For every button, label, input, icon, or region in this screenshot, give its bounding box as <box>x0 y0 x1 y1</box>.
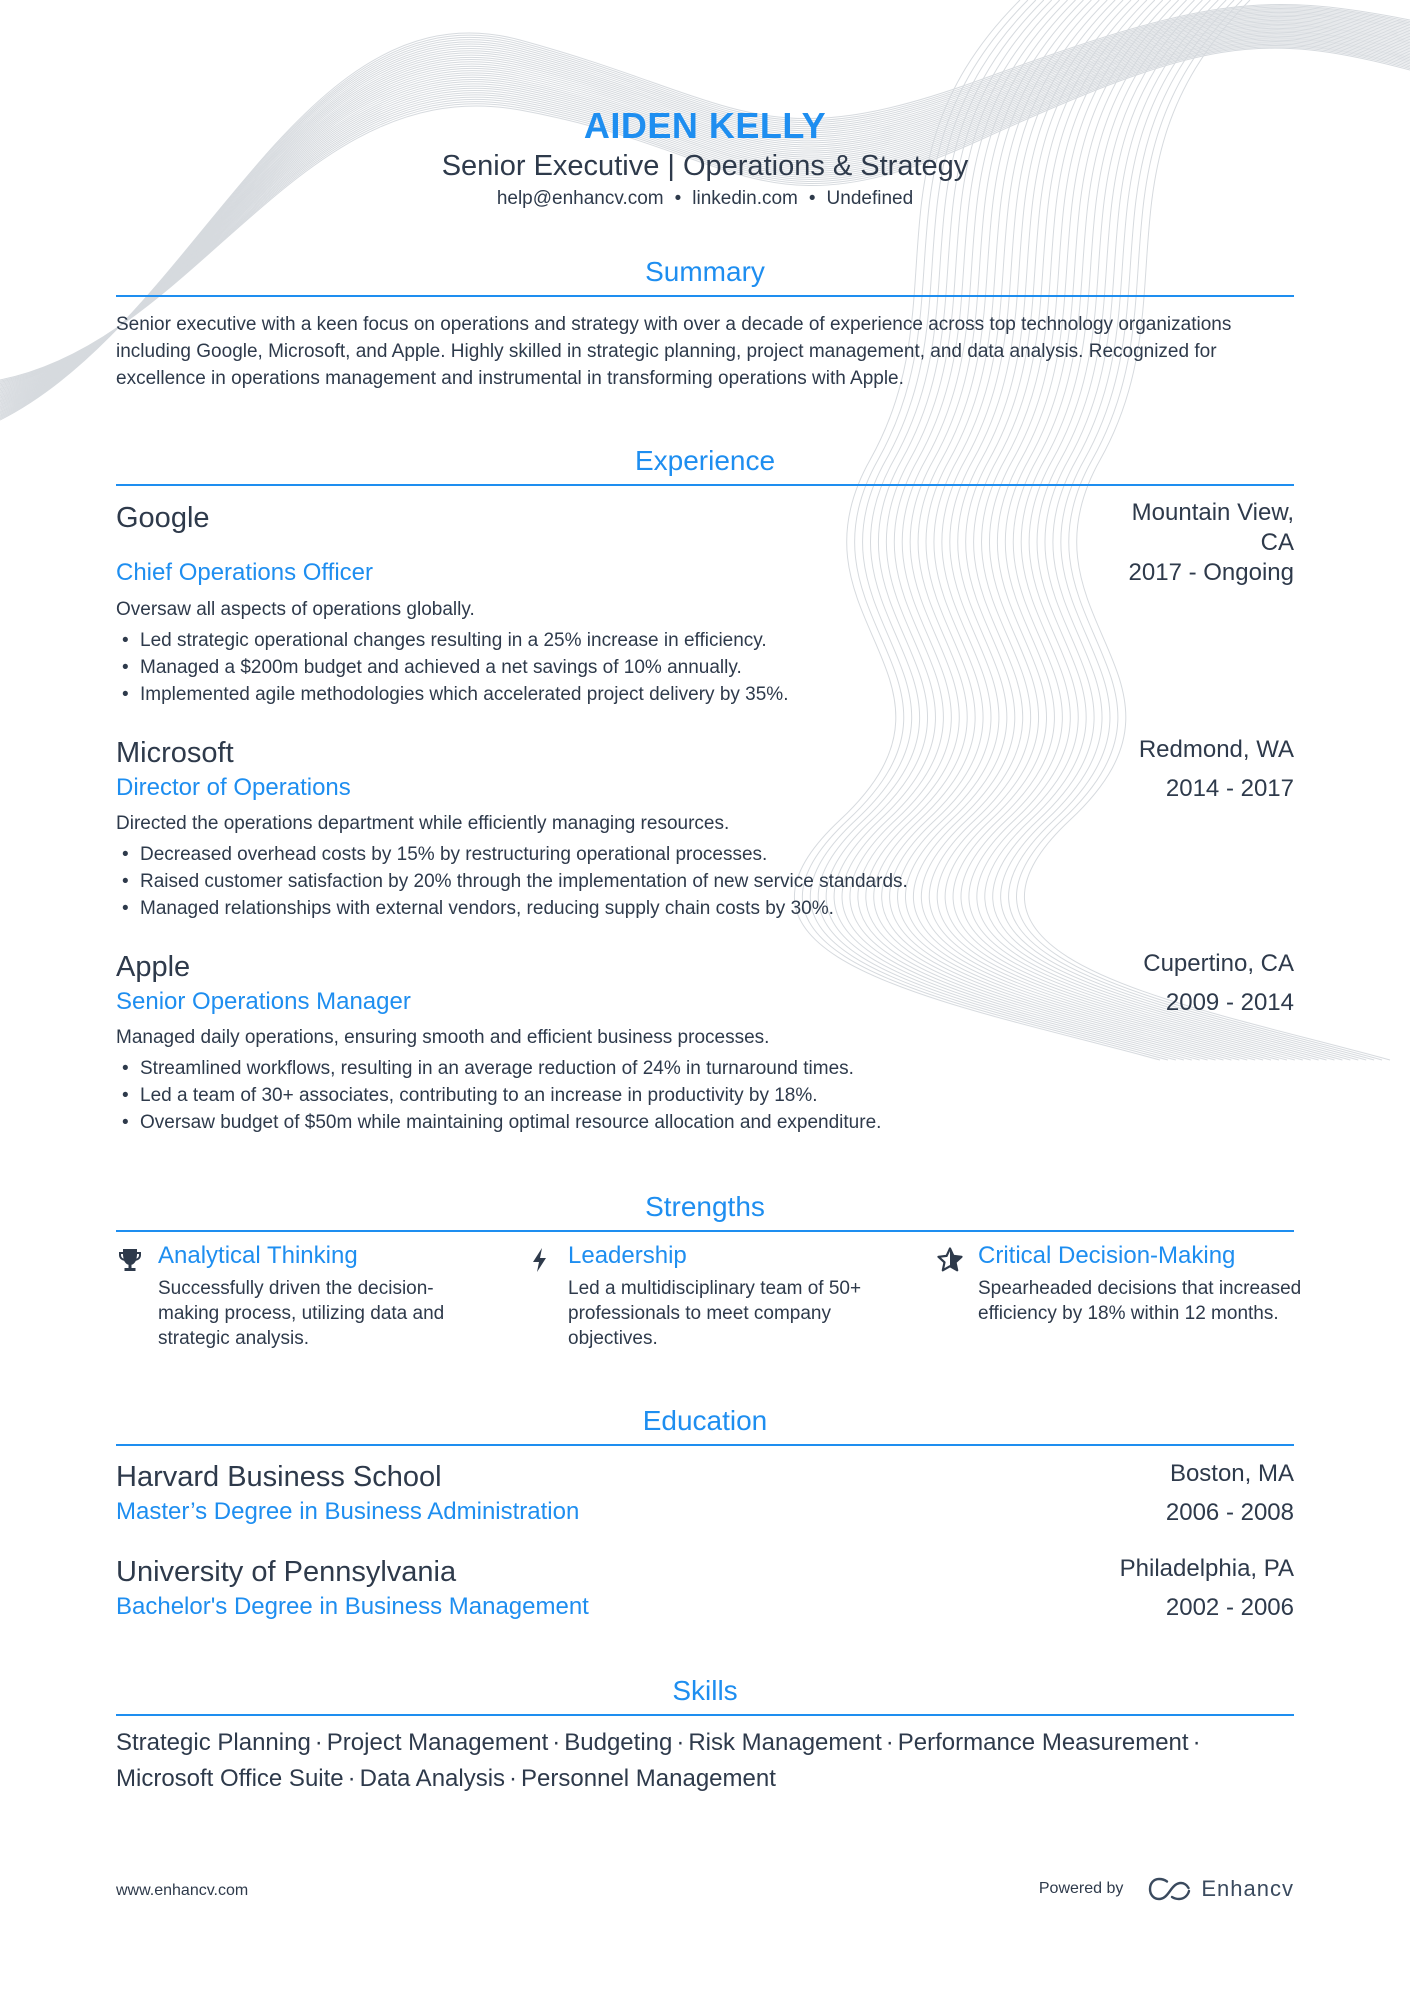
experience-divider <box>116 484 1294 486</box>
footer-branding <box>1039 1872 1294 1906</box>
experience-bullets <box>116 627 1116 708</box>
summary-divider <box>116 295 1294 297</box>
experience-role: Senior Operations Manager <box>116 988 411 1015</box>
skill-item: Microsoft Office Suite <box>116 1765 344 1792</box>
experience-company: Microsoft <box>116 737 234 769</box>
experience-description: Managed daily operations, ensuring smooth and efficient business processes. <box>116 1027 770 1048</box>
candidate-headline: Senior Executive | Operations & Strategy <box>441 150 969 182</box>
experience-location-block <box>1143 949 1294 1018</box>
strength-description: Led a multidisciplinary team of 50+ professionals to meet company objectives. <box>568 1278 862 1349</box>
experience-role: Director of Operations <box>116 774 351 801</box>
enhancv-logo-icon <box>1147 1876 1193 1902</box>
skill-item: Budgeting <box>564 1729 673 1756</box>
experience-bullet: • Led strategic operational changes resulting in a 25% increase in efficiency. <box>116 627 1116 654</box>
contact-line <box>116 186 1294 212</box>
experience-dates: 2014 - 2017 <box>1165 775 1294 802</box>
powered-by-label: Powered by <box>1038 1880 1124 1897</box>
candidate-name: AIDEN KELLY <box>583 105 827 146</box>
education-location: Philadelphia, PA <box>1119 1555 1294 1582</box>
contact-separator: • <box>808 188 816 209</box>
strength-item <box>936 1240 1306 1326</box>
skill-item: Personnel Management <box>521 1765 776 1792</box>
education-meta <box>1120 1554 1294 1623</box>
strength-item <box>116 1240 486 1351</box>
strengths-divider <box>116 1230 1294 1232</box>
education-school: Harvard Business School <box>116 1461 442 1493</box>
skill-separator: · <box>676 1729 685 1756</box>
education-dates: 2006 - 2008 <box>1165 1499 1294 1526</box>
skill-item: Data Analysis <box>359 1765 506 1792</box>
summary-section-title: Summary <box>645 256 765 287</box>
skill-separator: · <box>509 1765 518 1792</box>
experience-description: Directed the operations department while efficiently managing resources. <box>116 813 730 834</box>
enhancv-brand-name: Enhancv <box>1201 1876 1294 1901</box>
experience-bullet: • Managed a $200m budget and achieved a net savings of 10% annually. <box>116 654 1116 681</box>
experience-location <box>1129 498 1294 588</box>
skill-item: Strategic Planning <box>116 1729 311 1756</box>
experience-bullet: • Managed relationships with external vendors, reducing supply chain costs by 30%. <box>116 895 1116 922</box>
skill-separator: · <box>1192 1729 1201 1756</box>
strength-item <box>526 1240 896 1351</box>
education-school: University of Pennsylvania <box>116 1556 457 1588</box>
experience-company: Google <box>116 502 210 534</box>
experience-location-block <box>1139 735 1294 804</box>
contact-location: Undefined <box>826 188 914 209</box>
experience-bullet: • Streamlined workflows, resulting in an average reduction of 24% in turnaround times. <box>116 1055 1116 1082</box>
education-degree: Bachelor's Degree in Business Management <box>116 1593 589 1620</box>
experience-dates: 2009 - 2014 <box>1165 989 1294 1016</box>
education-degree: Master’s Degree in Business Administration <box>116 1498 580 1525</box>
experience-bullet: • Raised customer satisfaction by 20% through the implementation of new service standards. <box>116 868 1116 895</box>
experience-bullet: • Led a team of 30+ associates, contributing to an increase in productivity by 18%. <box>116 1082 1116 1109</box>
skill-separator: · <box>314 1729 323 1756</box>
skill-separator: · <box>885 1729 894 1756</box>
experience-bullet: • Oversaw budget of $50m while maintaining optimal resource allocation and expenditure. <box>116 1109 1116 1136</box>
strength-title: Critical Decision-Making <box>978 1242 1236 1269</box>
skill-separator: · <box>552 1729 561 1756</box>
skills-section-title: Skills <box>672 1675 738 1706</box>
trophy-icon <box>116 1246 144 1274</box>
education-location: Boston, MA <box>1169 1460 1294 1487</box>
strengths-section-title: Strengths <box>645 1191 765 1222</box>
experience-location: Redmond, WA <box>1138 736 1294 763</box>
contact-separator: • <box>674 188 682 209</box>
experience-location-line1: Mountain View, <box>1131 499 1294 526</box>
skills-list <box>116 1725 1294 1797</box>
resume-header <box>116 104 1294 212</box>
experience-company: Apple <box>116 951 191 983</box>
summary-text: Senior executive with a keen focus on operations and strategy with over a decade of experience across top technology organizations including Google, Microsoft, and Apple. Highly skilled in strategic planning, project management, and data analysis. Recognized for excellence in operations management and instrumental in transforming operations with Apple. <box>116 314 1232 389</box>
star-icon <box>936 1246 964 1274</box>
skills-divider <box>116 1714 1294 1716</box>
strength-title: Leadership <box>568 1242 687 1269</box>
strength-title: Analytical Thinking <box>158 1242 358 1269</box>
strength-description: Spearheaded decisions that increased efficiency by 18% within 12 months. <box>978 1278 1302 1324</box>
education-section-title: Education <box>642 1405 768 1436</box>
experience-location-line2: CA <box>1260 529 1294 556</box>
skill-item: Risk Management <box>688 1729 882 1756</box>
strength-description: Successfully driven the decision-making process, utilizing data and strategic analysis. <box>158 1278 445 1349</box>
education-dates: 2002 - 2006 <box>1165 1594 1294 1621</box>
contact-linkedin[interactable]: linkedin.com <box>692 188 798 209</box>
skill-item: Project Management <box>326 1729 549 1756</box>
education-meta <box>1166 1459 1294 1528</box>
experience-bullets <box>116 1055 1116 1136</box>
experience-role: Chief Operations Officer <box>116 559 374 586</box>
experience-bullet: • Decreased overhead costs by 15% by restructuring operational processes. <box>116 841 1116 868</box>
skill-separator: · <box>347 1765 356 1792</box>
education-divider <box>116 1444 1294 1446</box>
contact-email[interactable]: help@enhancv.com <box>496 188 664 209</box>
footer-website-link[interactable]: www.enhancv.com <box>116 1882 249 1899</box>
lightning-bolt-icon <box>526 1246 554 1274</box>
experience-bullets <box>116 841 1116 922</box>
experience-description: Oversaw all aspects of operations globally. <box>116 599 475 620</box>
experience-section-title: Experience <box>634 445 776 476</box>
skill-item: Performance Measurement <box>897 1729 1189 1756</box>
experience-dates: 2017 - Ongoing <box>1128 559 1294 586</box>
experience-location: Cupertino, CA <box>1143 950 1294 977</box>
experience-bullet: • Implemented agile methodologies which accelerated project delivery by 35%. <box>116 681 1116 708</box>
